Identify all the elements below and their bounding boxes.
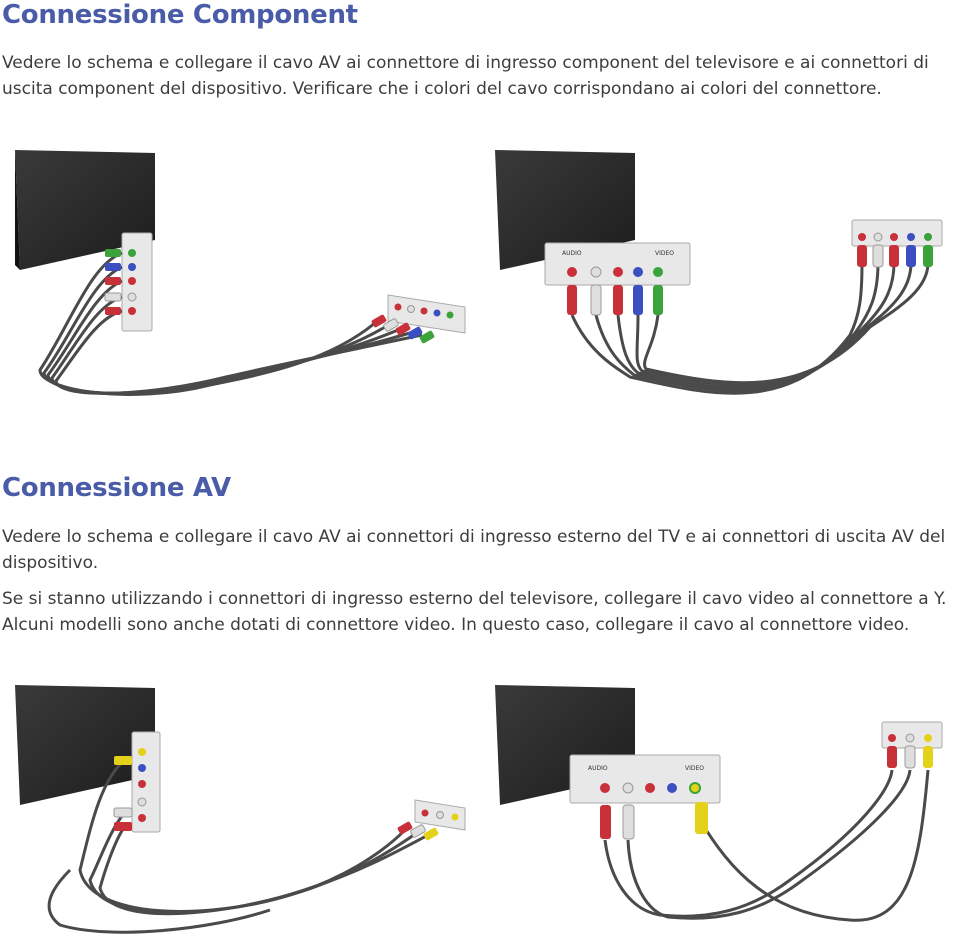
av-instructions-2: Se si stanno utilizzando i connettori di ingresso esterno del televisore, collegare il cavo video al connettore a Y. Alcuni modelli sono anche dotati di connettore video. In questo caso, collegare il cavo al connettore video. <box>2 589 947 635</box>
av-diagram-side <box>10 680 480 945</box>
audio-label: AUDIO <box>588 765 608 772</box>
av-cable <box>49 760 430 932</box>
component-diagram-rear <box>490 145 955 425</box>
device-panel <box>852 220 942 246</box>
tv-side-panel <box>132 732 160 832</box>
plugs-side <box>114 756 439 841</box>
component-instructions: Vedere lo schema e collegare il cavo AV ai connettore di ingresso component del televisore e ai connettori di uscita component del dispositivo. Verificare che i colori del cavo corrispondano ai colori del connettore. <box>2 53 929 99</box>
video-label: VIDEO <box>685 765 705 772</box>
component-cable <box>40 253 422 394</box>
section-title-component: Connessione Component <box>2 0 358 30</box>
av-instructions-1: Vedere lo schema e collegare il cavo AV ai connettori di ingresso esterno del TV e ai connettori di uscita AV del dispositivo. <box>2 527 946 573</box>
video-label: VIDEO <box>655 250 675 257</box>
tv-side-panel <box>122 233 152 331</box>
audio-label: AUDIO <box>562 250 582 257</box>
tv-rear-panel <box>570 755 720 803</box>
component-diagram-side <box>10 145 480 425</box>
av-diagram-rear <box>490 680 955 945</box>
tv-rear-panel <box>545 243 690 285</box>
section-title-av: Connessione AV <box>2 473 231 503</box>
plugs-side <box>105 249 435 344</box>
device-panel <box>882 722 942 748</box>
